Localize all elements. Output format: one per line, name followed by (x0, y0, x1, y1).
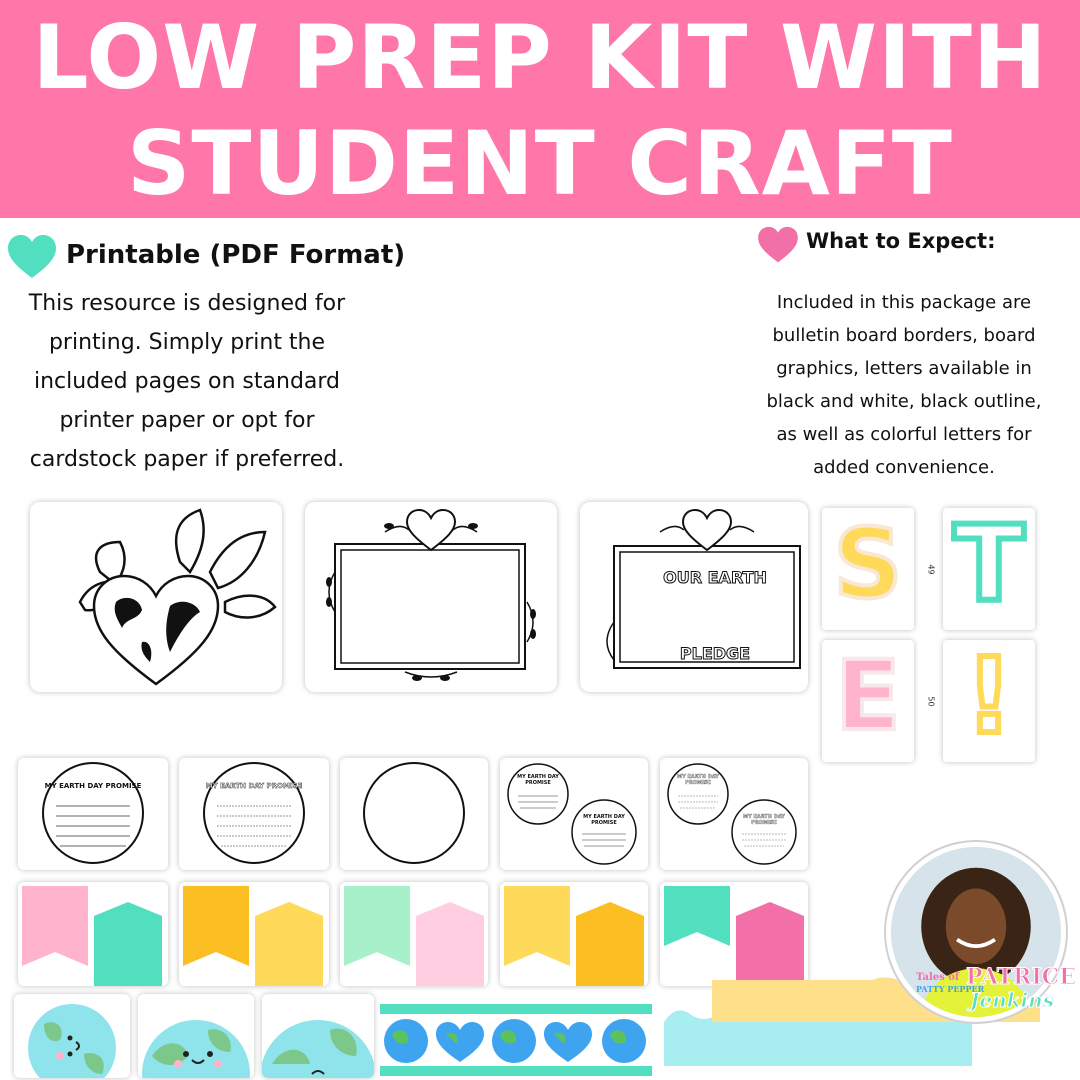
earth-icon (262, 994, 374, 1078)
earth-character-card (138, 994, 254, 1078)
earth-heart-leaves-icon (30, 502, 282, 692)
printable-heading: Printable (PDF Format) (66, 240, 406, 270)
pennant-page (340, 882, 488, 986)
promise-title-outline: MY EARTH DAY PROMISE (205, 782, 303, 790)
printable-line: This resource is designed for (28, 291, 346, 316)
promise-title-small-outline: MY EARTH DAY PROMISE (677, 774, 719, 786)
earth-character-card (14, 994, 130, 1078)
promise-title-small-outline: MY EARTH DAY PROMISE (743, 814, 785, 826)
letter-s: S (833, 508, 903, 620)
brand-tagline: Tales of (916, 972, 960, 983)
promise-page-two-circles-outline (660, 758, 808, 870)
expect-description (740, 286, 1068, 484)
expect-line: graphics, letters available in (776, 358, 1032, 379)
brand-last-name: Jenkins (970, 988, 1054, 1012)
expect-line: as well as colorful letters for (776, 424, 1032, 445)
letter-t: T (953, 508, 1025, 625)
page-number: 50 (926, 696, 936, 707)
promise-title-small: MY EARTH DAY PROMISE (517, 774, 559, 786)
earth-character-card (262, 994, 374, 1078)
promise-page-outline (179, 758, 329, 870)
poster-title-bottom: PLEDGE (679, 644, 751, 663)
letter-card-e (822, 640, 914, 762)
title-banner (0, 0, 1080, 218)
expect-line: Included in this package are (776, 292, 1032, 313)
pennant-page (18, 882, 168, 986)
smiling-earth-icon (14, 994, 130, 1078)
promise-title: MY EARTH DAY PROMISE (44, 782, 142, 790)
coloring-page-earth-heart (30, 502, 282, 692)
banner-title-line-2: STUDENT CRAFT (127, 112, 953, 215)
page-number: 49 (926, 564, 936, 575)
letter-card-t (943, 508, 1035, 630)
expect-line: added convenience. (813, 457, 995, 478)
printable-line: printer paper or opt for (59, 408, 315, 433)
printable-line: cardstock paper if preferred. (29, 447, 345, 472)
pennant-page (179, 882, 329, 986)
banner-title-line-1: LOW PREP KIT WITH (32, 6, 1048, 109)
letter-card-s (822, 508, 914, 630)
printable-description (6, 284, 368, 479)
heart-icon (756, 226, 800, 264)
printable-line: included pages on standard (33, 369, 341, 394)
coloring-page-frame-blank (305, 502, 557, 692)
brand-first-name: PATRICE (966, 964, 1077, 990)
letter-exclamation: ! (965, 640, 1013, 757)
promise-page-lined (18, 758, 168, 870)
promise-page-two-circles (500, 758, 648, 870)
heart-icon (6, 234, 58, 280)
smiling-earth-icon (138, 994, 254, 1078)
earth-heart-border-strip (380, 1004, 652, 1076)
poster-title-top: OUR EARTH (663, 568, 767, 587)
pennant-page (500, 882, 648, 986)
promise-page-blank-circle (340, 758, 488, 870)
coloring-page-earth-pledge (580, 502, 808, 692)
letter-e: E (835, 640, 901, 752)
expect-heading: What to Expect: (806, 229, 996, 253)
brand-name: PATTY PEPPER (916, 984, 985, 994)
promise-title-small: MY EARTH DAY PROMISE (583, 814, 625, 826)
expect-line: black and white, black outline, (766, 391, 1042, 412)
printable-line: printing. Simply print the (48, 330, 326, 355)
expect-line: bulletin board borders, board (772, 325, 1036, 346)
pennant-page (660, 882, 808, 986)
letter-card-exclaim (943, 640, 1035, 762)
